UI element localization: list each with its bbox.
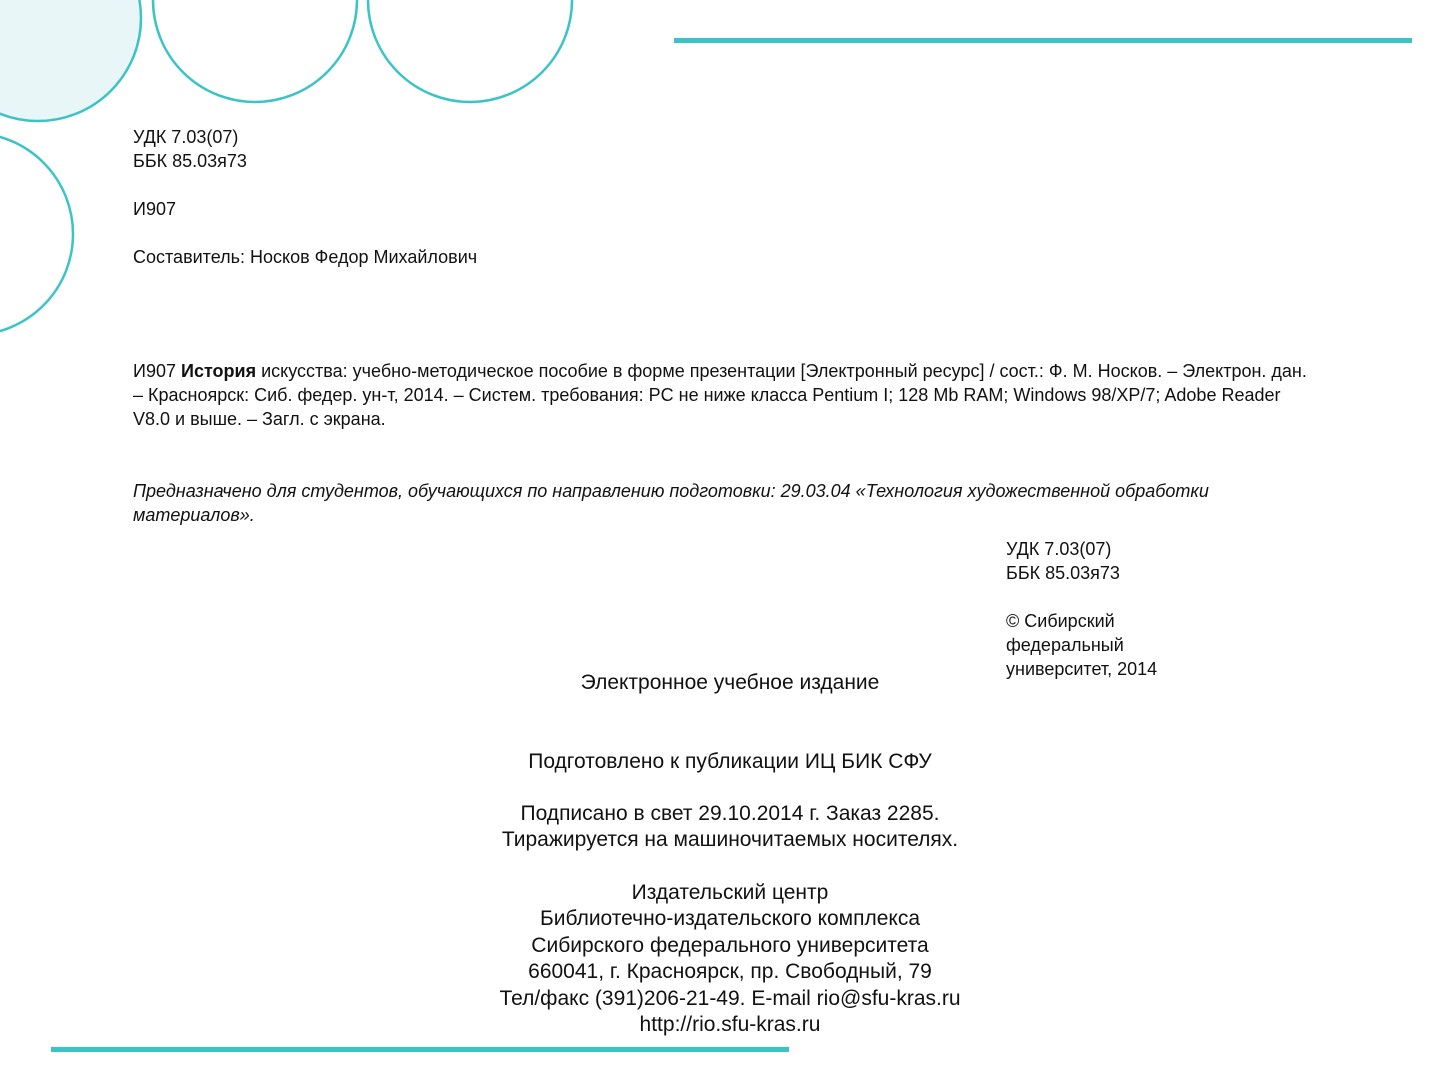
author-mark: И907 <box>133 199 176 219</box>
signed-text: Подписано в свет 29.10.2014 г. Заказ 2285. <box>520 802 940 825</box>
purpose-statement: Предназначено для студентов, обучающихся по направлению подготовки: 29.03.04 «Технология художественной обработки материалов». <box>133 481 1209 525</box>
decor-circle-filled <box>0 0 141 121</box>
copyright-line: федеральный <box>1006 635 1124 655</box>
release-info <box>380 801 1080 854</box>
biblio-rest: искусства: учебно-методическое пособие в форме презентации [Электронный ресурс] / сост.: Ф. М. Носков. – Электрон. дан. – Красноярск: Сиб. федер. ун-т, 2014. – Систем. требования: PC не ниже класса Pentium I; 128 Mb RAM; Windows 98/XP/7; Adobe Reader V8.0 и выше. – Загл. с экрана. <box>133 361 1307 429</box>
bottom-accent-line <box>51 1047 789 1052</box>
publisher-website: http://rio.sfu-kras.ru <box>639 1013 821 1037</box>
prepared-text: Подготовлено к публикации ИЦ БИК СФУ <box>528 750 932 773</box>
publisher-line: Библиотечно-издательского комплекса <box>539 907 921 931</box>
publisher-line: Сибирского федерального университета <box>531 933 929 957</box>
header-block <box>133 125 477 269</box>
publisher-address: 660041, г. Красноярск, пр. Свободный, 79 <box>528 960 932 984</box>
copyright-line: © Сибирский <box>1006 611 1115 631</box>
right-classification-block <box>1006 537 1157 681</box>
bibliographic-description <box>133 359 1308 431</box>
edition-type-text: Электронное учебное издание <box>580 671 880 694</box>
replicated-text: Тиражируется на машиночитаемых носителях. <box>501 828 959 852</box>
bbk-code: ББК 85.03я73 <box>133 151 247 171</box>
decor-circle-middle <box>153 0 357 102</box>
publisher-line: Издательский центр <box>631 881 829 904</box>
right-bbk-code: ББК 85.03я73 <box>1006 563 1120 583</box>
biblio-title: История <box>181 361 257 381</box>
top-accent-line <box>674 38 1412 43</box>
edition-type <box>380 670 1080 696</box>
publisher-contacts: Тел/факс (391)206-21-49. E-mail rio@sfu-kras.ru <box>499 986 961 1010</box>
udk-code: УДК 7.03(07) <box>133 127 239 147</box>
compiler-line: Составитель: Носков Федор Михайлович <box>133 247 478 267</box>
right-udk-code: УДК 7.03(07) <box>1006 539 1112 559</box>
decor-circle-left <box>0 133 73 335</box>
copyright-line: университет, 2014 <box>1006 659 1158 679</box>
publisher-info <box>380 880 1080 1038</box>
prepared-statement <box>380 749 1080 775</box>
biblio-code: И907 <box>133 361 176 381</box>
decor-circle-right <box>368 0 572 102</box>
